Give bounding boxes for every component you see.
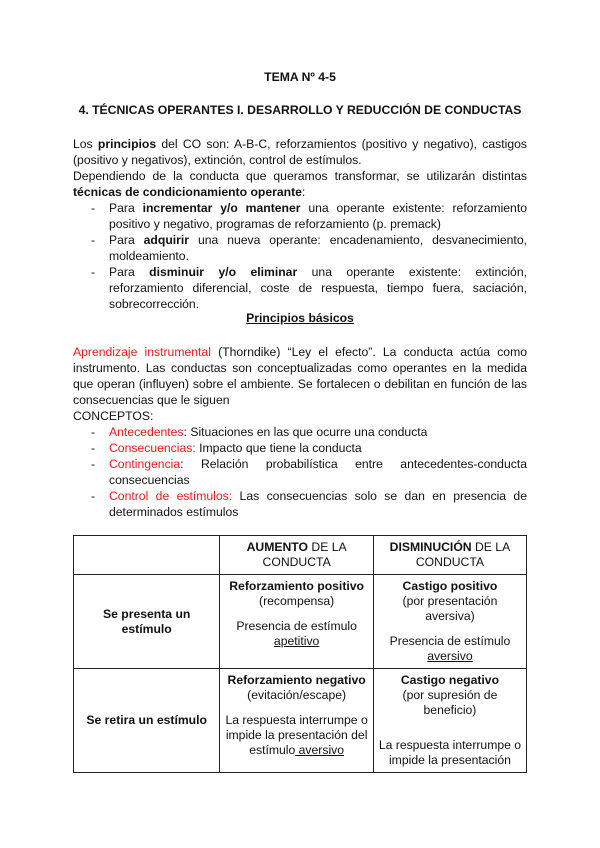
subheading: Principios básicos [246,311,354,325]
document-title: TEMA Nº 4-5 [264,70,336,84]
intro-paragraphs [73,136,527,200]
bold-text: Castigo positivo [402,579,498,593]
bold-text: AUMENTO [246,540,308,554]
text-run: CONCEPTOS: [73,409,154,423]
table-row [74,669,527,773]
text-run: apetitivo [273,634,320,648]
cell-line [377,688,523,718]
text-run: Presencia de estímulo [236,619,357,633]
text-run: una nueva operante: encadenamiento, desvanecimiento, moldeamiento. [109,233,527,263]
highlighted-term: Antecedentes [109,425,184,439]
principles-section [73,344,527,520]
highlighted-term: Consecuencias: [109,441,196,455]
text-run: DE LA CONDUCTA [262,540,347,569]
section-heading: 4. TÉCNICAS OPERANTES I. DESARROLLO Y REDUCCIÓN DE CONDUCTAS [78,103,522,117]
row-header: Se retira un estímulo [74,669,220,773]
cell-line [223,579,370,594]
highlighted-term: Contingencia [109,457,181,471]
text-run: Presencia de estímulo [389,634,511,648]
text-run: aversivo [295,743,345,757]
principles-paragraphs [73,344,527,424]
cell-line [223,713,370,758]
list-item [73,232,527,264]
cell-gap [223,609,370,619]
cell-line [377,634,523,649]
cell-line [377,673,523,688]
cell-line [377,594,523,624]
intro-section [73,136,527,312]
cell-line [377,579,523,594]
cell-line [223,688,370,703]
paragraph [73,408,527,424]
text-run: una operante existente: extinción, reforzamiento diferencial, coste de respuesta, tiempo fuera, saciación, sobrecorrección. [109,265,527,311]
table-cell [220,669,374,773]
cell-line [223,594,370,609]
text-run: (por presentación aversiva) [402,594,498,623]
paragraph [73,136,527,168]
text-run: Impacto que tiene la conducta [195,441,362,455]
paragraph [73,344,527,408]
bold-text: disminuir y/o eliminar [149,265,298,279]
text-run: (recompensa) [259,594,335,608]
text-run: La respuesta interrumpe o impide la presentación [378,738,522,767]
contingency-table [73,535,527,773]
cell-gap [377,624,523,634]
bold-text: Reforzamiento negativo [227,673,366,687]
row-header: Se presenta un estímulo [74,575,220,669]
text-run: Dependiendo de la conducta que queramos transformar, se utilizarán distintas [73,169,527,183]
bold-text: principios [97,137,157,151]
table-header-row [74,536,527,575]
highlighted-term: Control de estímulos: [109,489,233,503]
table-cell [373,575,526,669]
bold-text: adquirir [143,233,190,247]
cell-gap [377,728,523,738]
cell-gap [223,703,370,713]
cell-line [223,673,370,688]
empty-corner-cell [74,536,220,575]
bold-text: Castigo negativo [400,673,500,687]
text-run: (evitación/escape) [247,688,347,702]
list-item [73,488,527,520]
column-header [220,536,374,575]
techniques-list [73,200,527,312]
text-run: : [301,185,306,199]
column-header [373,536,526,575]
table-row [74,575,527,669]
text-run: Para [109,233,144,247]
cell-line [223,619,370,634]
text-run: (Thorndike) “Ley el efecto”. La conducta actúa como instrumento. Las conductas son conceptualizadas como operantes en la medida que operan (influyen) sobre el ambiente. Se fortalecen o debilitan en función de las consecuencias que le siguen [73,345,527,407]
text-run: Para [109,265,150,279]
text-run: del CO son: A-B-C, reforzamientos (positivo y negativo), castigos (positivo y negativos), extinción, control de estímulos. [73,137,527,167]
text-run: Los [73,137,98,151]
text-run: Para [109,201,143,215]
cell-line [377,738,523,768]
table-cell [373,669,526,773]
text-run: DE LA CONDUCTA [415,540,511,569]
list-item [73,264,527,312]
cell-line [377,649,523,664]
text-run: Las consecuencias solo se dan en presencia de determinados estímulos [109,489,527,519]
highlighted-term: Aprendizaje instrumental [73,345,211,359]
cell-line [223,634,370,649]
bold-text: incrementar y/o mantener [142,201,301,215]
list-item [73,456,527,488]
list-item [73,424,527,440]
text-run: La respuesta interrumpe o impide la presentación del estímulo [225,713,368,757]
paragraph [73,168,527,200]
text-run: : Relación probabilística entre antecedentes-conducta consecuencias [109,457,527,487]
text-run: una operante existente: reforzamiento positivo y negativo, programas de reforzamiento (p. premack) [109,201,527,231]
bold-text: Reforzamiento positivo [229,579,364,593]
text-run: (por supresión de beneficio) [402,688,498,717]
bold-text: DISMINUCIÓN [389,540,472,554]
bold-text: técnicas de condicionamiento operante [73,185,302,199]
cell-gap [377,718,523,728]
list-item [73,440,527,456]
list-item [73,200,527,232]
concepts-list [73,424,527,520]
text-run: : Situaciones en las que ocurre una conducta [183,425,428,439]
table-cell [220,575,374,669]
text-run: aversivo [427,649,473,663]
